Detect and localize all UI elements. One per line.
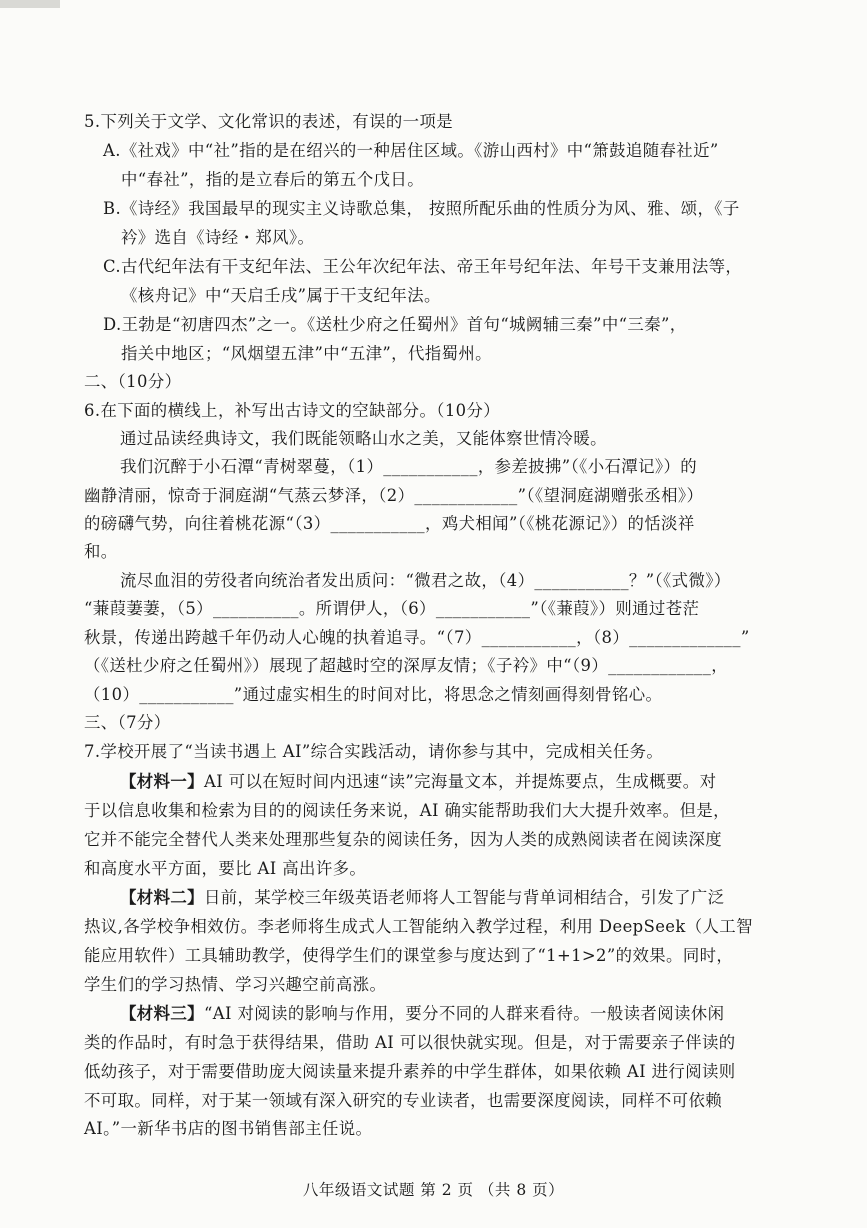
q5-option-b-line2: 衿》选自《诗经・郑风》。 [121, 228, 315, 247]
q5-option-d-line2: 指关中地区；“风烟望五津”中“五津”，代指蜀州。 [121, 344, 492, 363]
material-1-line: 【材料一】AI 可以在短时间内迅速“读”完海量文本，并提炼要点，生成概要。对 [120, 772, 717, 791]
section-3-heading: 三、（7分） [84, 713, 171, 732]
material-3-line: 类的作品时，有时急于获得结果，借助 AI 可以很快就实现。但是，对于需要亲子伴读的 [84, 1033, 736, 1052]
material-2-line: 【材料二】日前，某学校三年级英语老师将人工智能与背单词相结合，引发了广泛 [120, 888, 725, 907]
q6-para-line: 我们沉醉于小石潭“青树翠蔓，（1）___________，参差披拂”（《小石潭记》）的 [120, 457, 698, 476]
q5-option-a-line1: A.《社戏》中“社”指的是在绍兴的一种居住区域。《游山西村》中“箫鼓追随春社近” [103, 141, 719, 160]
q5-option-b-line1: B.《诗经》我国最早的现实主义诗歌总集， 按照所配乐曲的性质分为风、雅、颂，《子 [103, 199, 740, 218]
material-3-line: 不可取。同样，对于某一领域有深入研究的专业读者，也需要深度阅读，同样不可依赖 [84, 1091, 723, 1110]
material-1-line: 于以信息收集和检索为目的的阅读任务来说，AI 确实能帮助我们大大提升效率。但是， [84, 801, 730, 820]
q5-option-d-line1: D.王勃是“初唐四杰”之一。《送杜少府之任蜀州》首句“城阙辅三秦”中“三秦”， [103, 315, 687, 334]
q6-stem: 6.在下面的横线上，补写出古诗文的空缺部分。（10分） [84, 401, 501, 420]
q7-stem: 7.学校开展了“当读书遇上 AI”综合实践活动，请你参与其中，完成相关任务。 [84, 742, 664, 761]
material-1-line: 它并不能完全替代人类来处理那些复杂的阅读任务，因为人类的成熟阅读者在阅读深度 [84, 830, 723, 849]
material-1-line: 和高度水平方面，要比 AI 高出许多。 [84, 859, 367, 878]
q6-para-line: “蒹葭萋萋，（5）__________。所谓伊人，（6）___________”（《蒹葭》）则通过苍茫 [84, 599, 700, 618]
q5-option-c-line1: C.古代纪年法有干支纪年法、王公年次纪年法、帝王年号纪年法、年号干支兼用法等， [103, 257, 743, 276]
material-3-label: 【材料三】 [120, 1004, 204, 1023]
material-1-label: 【材料一】 [120, 772, 204, 791]
section-2-heading: 二、（10分） [84, 372, 182, 391]
material-3-line: AI。”一新华书店的图书销售部主任说。 [84, 1119, 373, 1138]
q6-para-line: 通过品读经典诗文，我们既能领略山水之美，又能体察世情冷暖。 [120, 429, 607, 448]
q6-para-line: 幽静清丽，惊奇于洞庭湖“气蒸云梦泽，（2）____________”（《望洞庭湖赠张丞相》） [84, 486, 704, 505]
q5-stem: 5.下列关于文学、文化常识的表述，有误的一项是 [84, 112, 454, 131]
material-2-line: 热议,各学校争相效仿。李老师将生成式人工智能纳入教学过程，利用 DeepSeek（人工智 [84, 917, 753, 936]
material-2-label: 【材料二】 [120, 888, 204, 907]
material-2-line: 能应用软件）工具辅助教学，使得学生们的课堂参与度达到了“1+1>2”的效果。同时， [84, 946, 734, 965]
q6-para-line: 流尽血泪的劳役者向统治者发出质问：“微君之故，（4）___________？”（《式微》） [120, 571, 731, 590]
material-3-line: 【材料三】“AI 对阅读的影响与作用，要分不同的人群来看待。一般读者阅读休闲 [120, 1004, 725, 1023]
material-3-line: 低幼孩子，对于需要借助庞大阅读量来提升素养的中学生群体，如果依赖 AI 进行阅读则 [84, 1062, 736, 1081]
page-footer: 八年级语文试题 第 2 页 （共 8 页） [302, 1181, 565, 1199]
q6-para-line: 和。 [84, 542, 118, 561]
q6-para-line: 秋景，传递出跨越千年仍动人心魄的执着追寻。“（7）___________，（8）_____________” [84, 628, 750, 647]
material-2-line: 学生们的学习热情、学习兴趣空前高涨。 [84, 975, 387, 994]
scan-edge-mark [0, 0, 60, 8]
q5-option-a-line2: 中“春社”，指的是立春后的第五个戊日。 [121, 170, 424, 189]
q6-para-line: （10）___________”通过虚实相生的时间对比，将思念之情刻画得刻骨铭心。 [84, 685, 663, 704]
q5-option-c-line2: 《核舟记》中“天启壬戌”属于干支纪年法。 [121, 286, 441, 305]
q6-para-line: （《送杜少府之任蜀州》）展现了超越时空的深厚友情；《子衿》中“（9）____________， [84, 656, 729, 675]
q6-para-line: 的磅礴气势，向往着桃花源“（3）___________，鸡犬相闻”（《桃花源记》）的恬淡祥 [84, 514, 695, 533]
